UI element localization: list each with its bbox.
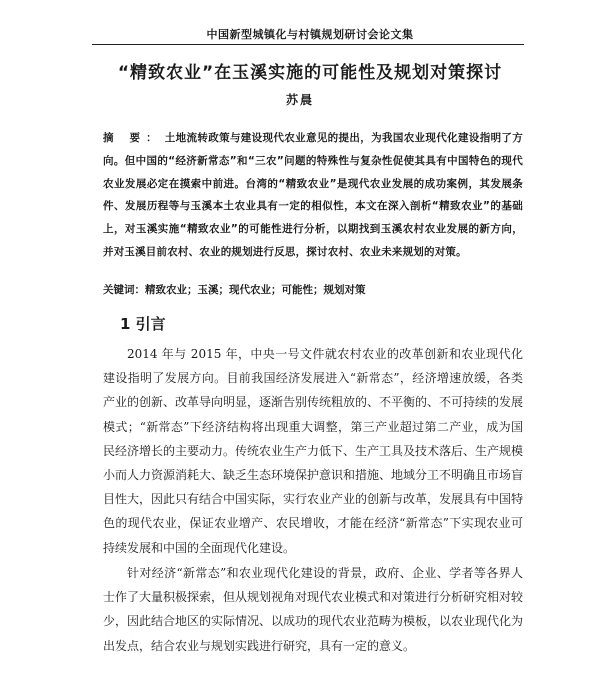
header-divider	[92, 44, 524, 45]
keywords-text: 精致农业；玉溪；现代农业；可能性；规划对策	[145, 284, 366, 296]
abstract-block	[103, 127, 523, 264]
keywords-block	[103, 282, 523, 297]
abstract-text: 土地流转政策与建设现代农业意见的提出，为我国农业现代化建设指明了方向。但中国的“经济新常态”和“三农”问题的特殊性与复杂性促使其具有中国特色的现代农业发展必定在摸索中前进。台湾的“精致农业”是现代农业发展的成功案例，其发展条件、发展历程等与玉溪本土农业具有一定的相似性，本文在深入剖析“精致农业”的基础上，对玉溪实施“精致农业”的可能性进行分析，以期找到玉溪农村农业发展的新方向，并对玉溪目前农村、农业的规划进行反思，探讨农村、农业未来规划的对策。	[103, 132, 523, 258]
body-paragraph: 针对经济“新常态”和农业现代化建设的背景，政府、企业、学者等各界人士作了大量积极探索，但从规划视角对现代农业模式和对策进行分析研究相对较少，因此结合地区的实际情况、以成功的现代农业范畴为模板，以农业现代化为出发点，结合农业与规划实践进行研究，具有一定的意义。	[103, 566, 524, 653]
body-paragraph: 2014 年与 2015 年，中央一号文件就农村农业的改革创新和农业现代化建设指明了发展方向。目前我国经济发展进入“新常态”，经济增速放缓，各类产业的创新、改革导向明显，逐渐告别传统粗放的、不平衡的、不可持续的发展模式；“新常态”下经济结构将出现重大调整，第三产业超过第二产业，成为国民经济增长的主要动力。传统农业生产力低下、生产工具及技术落后、生产规模小而人力资源消耗大、缺乏生态环境保护意识和措施、地域分工不明确且市场盲目性大，因此只有结合中国实际，实行农业产业的创新与改革，发展具有中国特色的现代农业，保证农业增产、农民增收，才能在经济“新常态”下实现农业可持续发展和中国的全面现代化建设。	[103, 347, 524, 555]
running-header: 中国新型城镇化与村镇规划研讨会论文集	[206, 28, 414, 41]
article-author: 苏晨	[285, 93, 314, 107]
abstract-label: 摘 要：	[103, 132, 163, 144]
article-title: “精致农业”在玉溪实施的可能性及规划对策探讨	[117, 63, 503, 83]
section-heading: 1 引言	[120, 315, 166, 333]
keywords-label: 关键词：	[103, 284, 145, 296]
